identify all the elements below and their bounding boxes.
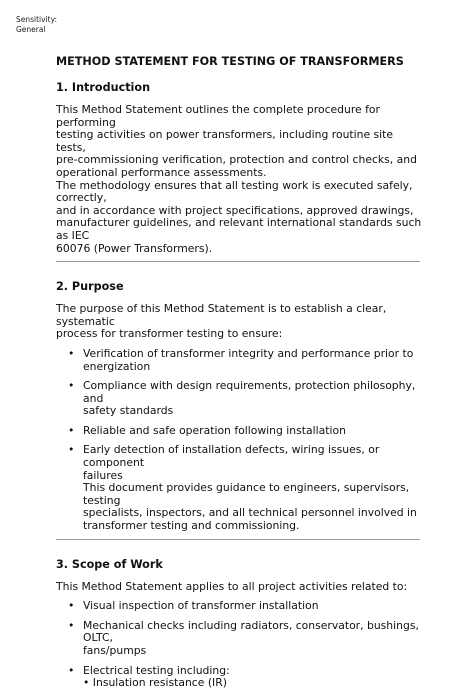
purpose-intro-paragraph xyxy=(56,303,422,341)
section-heading-introduction: 1. Introduction xyxy=(56,81,151,94)
text-line: Verification of transformer integrity and performance prior to xyxy=(83,346,414,360)
text-line: Compliance with design requirements, protection philosophy, and xyxy=(83,379,416,405)
section-heading-purpose: 2. Purpose xyxy=(56,280,124,294)
text-line: pre-commissioning verification, protection and control checks, and xyxy=(56,153,417,167)
bullet-icon: • xyxy=(68,346,75,360)
text-line: manufacturer guidelines, and relevant international standards such as IEC xyxy=(56,216,422,242)
sensitivity-label-line1: Sensitivity: xyxy=(16,15,58,24)
list-item xyxy=(56,348,422,373)
text-line: Mechanical checks including radiators, conservator, bushings, OLTC, xyxy=(83,618,419,645)
list-item xyxy=(56,665,422,690)
sensitivity-label-line2: General xyxy=(16,25,46,34)
scope-intro-paragraph: This Method Statement applies to all project activities related to: xyxy=(56,579,408,593)
text-line: Visual inspection of transformer installation xyxy=(83,599,319,613)
section-divider xyxy=(56,261,420,262)
text-line: specialists, inspectors, and all technical personnel involved in xyxy=(83,506,417,520)
text-line: process for transformer testing to ensure: xyxy=(56,327,283,341)
scope-list xyxy=(56,600,422,690)
list-item xyxy=(56,380,422,418)
text-line: Early detection of installation defects, wiring issues, or component xyxy=(83,443,380,470)
text-line: failures xyxy=(83,468,123,482)
text-line: 60076 (Power Transformers). xyxy=(56,241,213,255)
text-line: The purpose of this Method Statement is to establish a clear, systematic xyxy=(56,302,387,328)
section-divider xyxy=(56,539,420,540)
text-line: • Insulation resistance (IR) xyxy=(83,676,227,690)
text-line: fans/pumps xyxy=(83,644,147,657)
bullet-icon: • xyxy=(68,599,75,613)
bullet-icon: • xyxy=(68,423,75,437)
text-line: and in accordance with project specifications, approved drawings, xyxy=(56,203,414,217)
text-line: safety standards xyxy=(83,404,174,418)
text-line: transformer testing and commissioning. xyxy=(83,519,300,533)
list-item xyxy=(56,444,422,532)
bullet-icon: • xyxy=(68,379,75,393)
text-line: Reliable and safe operation following installation xyxy=(83,423,346,437)
text-line: operational performance assessments. xyxy=(56,165,267,179)
text-line: The methodology ensures that all testing work is executed safely, correctly, xyxy=(56,178,413,205)
text-line: This document provides guidance to engineers, supervisors, testing xyxy=(83,481,410,507)
purpose-list xyxy=(56,348,422,533)
text-line: testing activities on power transformers, including routine site tests, xyxy=(56,128,394,154)
list-item xyxy=(56,425,422,438)
bullet-icon: • xyxy=(68,443,75,457)
text-line: energization xyxy=(83,359,151,373)
document-title: METHOD STATEMENT FOR TESTING OF TRANSFORMERS xyxy=(56,55,404,68)
list-item xyxy=(56,600,422,613)
section-heading-scope: 3. Scope of Work xyxy=(56,557,163,571)
text-line: Electrical testing including: xyxy=(83,663,230,677)
bullet-icon: • xyxy=(68,663,75,677)
document-body xyxy=(56,54,422,690)
list-item xyxy=(56,620,422,658)
text-line: This Method Statement outlines the complete procedure for performing xyxy=(56,103,380,129)
sensitivity-label xyxy=(16,15,57,35)
introduction-paragraph xyxy=(56,104,422,255)
bullet-icon: • xyxy=(68,618,75,632)
